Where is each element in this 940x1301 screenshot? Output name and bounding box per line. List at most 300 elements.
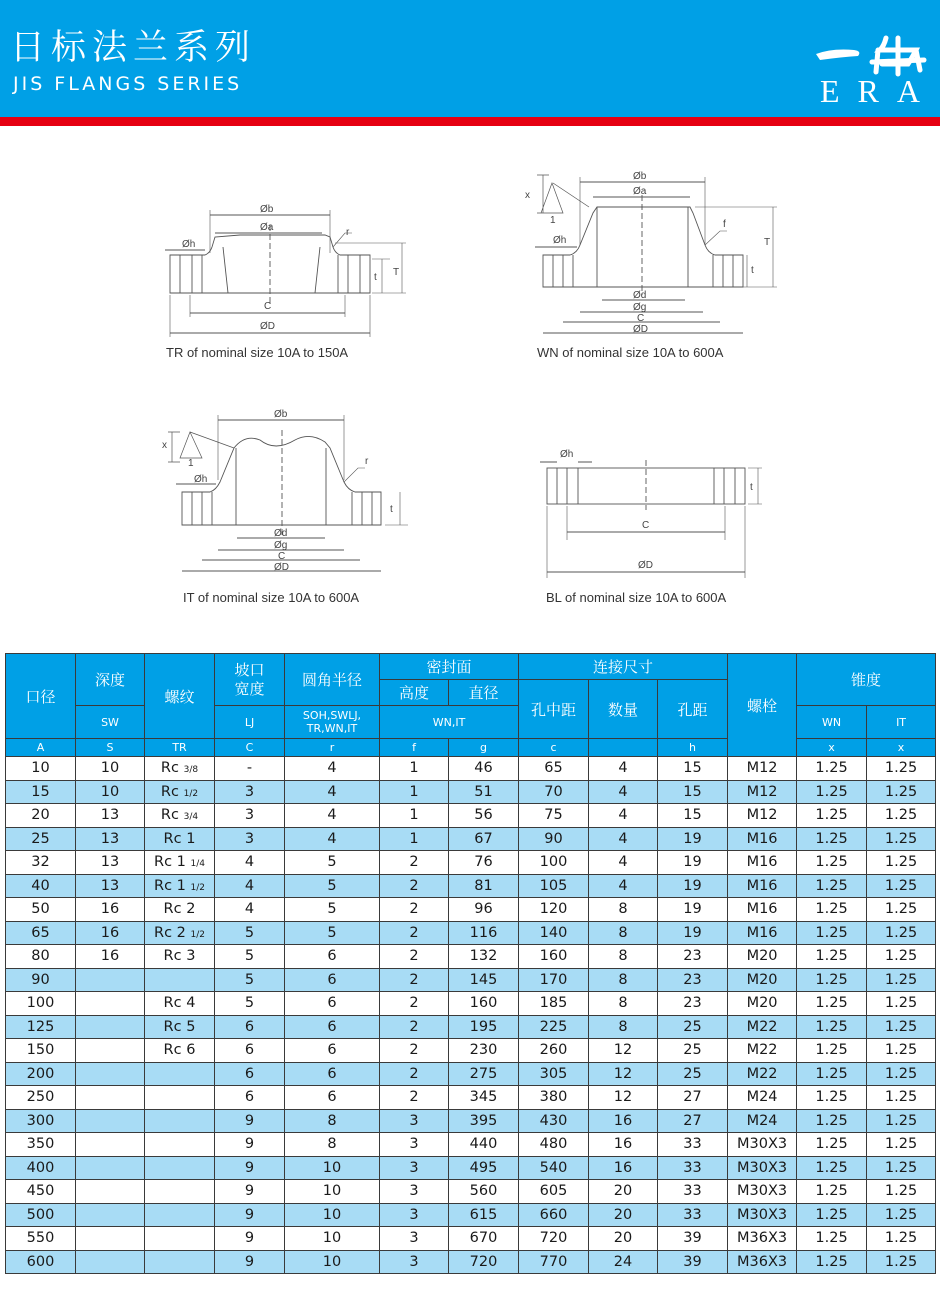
cell: 1.25: [867, 1203, 936, 1227]
cell: 27: [658, 1109, 728, 1133]
cell-thread: [145, 1250, 215, 1274]
cell: 9: [215, 1109, 285, 1133]
cell: 4: [215, 851, 285, 875]
label-D: ØD: [274, 562, 289, 573]
cell-thread: [145, 1015, 215, 1039]
cell: 1.25: [867, 874, 936, 898]
cell: 16: [589, 1109, 658, 1133]
cell: 6: [285, 1086, 380, 1110]
label-r: r: [365, 456, 369, 467]
thread-main: Rc 5: [163, 1018, 196, 1035]
col-radius-sub: [285, 706, 380, 739]
cell: 5: [285, 874, 380, 898]
cell: 160: [449, 992, 519, 1016]
cell: 100: [519, 851, 589, 875]
table-row: [6, 1086, 936, 1110]
cell: 23: [658, 992, 728, 1016]
cell: 12: [589, 1086, 658, 1110]
cell: 70: [519, 780, 589, 804]
caption-bl: BL of nominal size 10A to 600A: [546, 590, 727, 605]
cell: 15: [658, 804, 728, 828]
thread-fraction: 1/4: [190, 859, 205, 870]
col-seal: 密封面: [380, 654, 519, 680]
cell: 2: [380, 921, 449, 945]
col-hole: 孔距: [658, 680, 728, 739]
table-row: [6, 968, 936, 992]
cell: 1.25: [797, 898, 867, 922]
cell-thread: [145, 757, 215, 781]
cell: 75: [519, 804, 589, 828]
cell: 20: [6, 804, 76, 828]
cell: 9: [215, 1227, 285, 1251]
cell: 1.25: [867, 1015, 936, 1039]
cell: 670: [449, 1227, 519, 1251]
cell: 1.25: [867, 898, 936, 922]
cell: 3: [215, 827, 285, 851]
cell: 20: [589, 1180, 658, 1204]
cell: 2: [380, 1015, 449, 1039]
cell: M12: [728, 804, 797, 828]
cell: 10: [6, 757, 76, 781]
col-bevel-sub: LJ: [215, 706, 285, 739]
cell: 8: [285, 1133, 380, 1157]
cell: 1.25: [797, 804, 867, 828]
cell: 16: [76, 945, 145, 969]
label-a: Øa: [633, 186, 647, 197]
symbol-cell: x: [867, 739, 936, 757]
label-h: Øh: [560, 449, 574, 460]
page-title-en: JIS FLANGS SERIES: [13, 73, 243, 95]
cell: M24: [728, 1109, 797, 1133]
label-x: x: [525, 190, 530, 201]
col-bevel-l2: 宽度: [234, 679, 265, 698]
cell: 25: [658, 1015, 728, 1039]
cell-thread: [145, 851, 215, 875]
cell: 24: [589, 1250, 658, 1274]
cell: 8: [285, 1109, 380, 1133]
cell: 5: [285, 851, 380, 875]
cell: 8: [589, 945, 658, 969]
col-seal-sub: WN,IT: [380, 706, 519, 739]
cell: 56: [449, 804, 519, 828]
thread-main: Rc: [160, 783, 179, 800]
cell: 15: [658, 780, 728, 804]
header-red-stripe: [0, 117, 940, 126]
col-pcd: 孔中距: [519, 680, 589, 739]
cell: 1.25: [867, 968, 936, 992]
label-h: Øh: [194, 474, 208, 485]
diagram-it: [150, 400, 420, 585]
cell: 10: [285, 1250, 380, 1274]
cell: 16: [589, 1133, 658, 1157]
cell: 12: [589, 1062, 658, 1086]
thread-main: Rc 3: [163, 948, 196, 965]
cell: 2: [380, 1039, 449, 1063]
cell: 1.25: [797, 874, 867, 898]
cell-thread: [145, 804, 215, 828]
cell: 16: [76, 898, 145, 922]
cell: 195: [449, 1015, 519, 1039]
cell: 1.25: [797, 757, 867, 781]
symbol-cell: C: [215, 739, 285, 757]
label-C: C: [642, 520, 650, 531]
cell: 19: [658, 898, 728, 922]
cell: 15: [658, 757, 728, 781]
symbol-cell: TR: [145, 739, 215, 757]
cell: 4: [589, 780, 658, 804]
thread-main: Rc 6: [163, 1042, 196, 1059]
table-row: [6, 1039, 936, 1063]
cell: 200: [6, 1062, 76, 1086]
cell-thread: [145, 921, 215, 945]
symbol-cell: A: [6, 739, 76, 757]
thread-fraction: 3/8: [183, 765, 199, 776]
cell: 1.25: [797, 968, 867, 992]
cell-thread: [145, 780, 215, 804]
cell: 27: [658, 1086, 728, 1110]
cell: 2: [380, 968, 449, 992]
cell: 10: [285, 1156, 380, 1180]
cell-thread: [145, 1109, 215, 1133]
cell-thread: [145, 1062, 215, 1086]
cell: 25: [6, 827, 76, 851]
cell: 5: [285, 921, 380, 945]
cell: 1.25: [867, 1227, 936, 1251]
cell: 3: [380, 1156, 449, 1180]
cell: 4: [285, 804, 380, 828]
cell: 1.25: [797, 780, 867, 804]
cell: 3: [380, 1180, 449, 1204]
cell: 25: [658, 1062, 728, 1086]
label-r: r: [346, 227, 350, 238]
cell: 1.25: [867, 1086, 936, 1110]
cell: 6: [285, 1039, 380, 1063]
cell: 250: [6, 1086, 76, 1110]
cell: 4: [215, 874, 285, 898]
page-title-cn: 日标法兰系列: [10, 28, 257, 68]
cell: 145: [449, 968, 519, 992]
cell: [76, 992, 145, 1016]
cell-thread: [145, 874, 215, 898]
cell: 6: [215, 1062, 285, 1086]
label-x: x: [162, 440, 167, 451]
cell: 10: [76, 780, 145, 804]
table-row: [6, 1133, 936, 1157]
cell: 440: [449, 1133, 519, 1157]
cell: 1.25: [867, 804, 936, 828]
cell: 1.25: [797, 1180, 867, 1204]
col-taper-wn: WN: [797, 706, 867, 739]
cell: 96: [449, 898, 519, 922]
cell: 1.25: [867, 992, 936, 1016]
cell: [76, 1203, 145, 1227]
label-T: T: [764, 237, 771, 248]
cell: 50: [6, 898, 76, 922]
cell-thread: [145, 1086, 215, 1110]
cell-thread: [145, 1180, 215, 1204]
cell: 6: [285, 992, 380, 1016]
cell: 4: [285, 780, 380, 804]
cell: 2: [380, 874, 449, 898]
cell: 25: [658, 1039, 728, 1063]
cell: 132: [449, 945, 519, 969]
table-row: [6, 945, 936, 969]
thread-main: Rc 1: [154, 854, 186, 871]
cell: 1.25: [867, 1039, 936, 1063]
cell: 5: [285, 898, 380, 922]
cell: 1.25: [867, 827, 936, 851]
cell: 19: [658, 851, 728, 875]
cell: 116: [449, 921, 519, 945]
cell: 8: [589, 1015, 658, 1039]
thread-main: Rc 1: [163, 830, 196, 847]
cell: 3: [380, 1227, 449, 1251]
logo-text: ERA: [820, 73, 938, 109]
cell: 3: [380, 1133, 449, 1157]
thread-fraction: 3/4: [183, 812, 199, 823]
cell: 120: [519, 898, 589, 922]
cell: 615: [449, 1203, 519, 1227]
thread-main: Rc 2: [154, 924, 186, 941]
cell: [76, 1109, 145, 1133]
thread-main: Rc 2: [163, 901, 196, 918]
cell: 185: [519, 992, 589, 1016]
cell: 32: [6, 851, 76, 875]
cell: 1: [380, 804, 449, 828]
cell: 90: [519, 827, 589, 851]
symbol-cell: x: [797, 739, 867, 757]
cell: [76, 1250, 145, 1274]
diagram-wn: [515, 165, 785, 345]
cell: 720: [519, 1227, 589, 1251]
cell: 1.25: [797, 1203, 867, 1227]
cell: 140: [519, 921, 589, 945]
label-a: Øa: [260, 222, 274, 233]
cell: 10: [285, 1227, 380, 1251]
cell: 76: [449, 851, 519, 875]
cell: 6: [215, 1039, 285, 1063]
cell: 1: [380, 757, 449, 781]
cell: 105: [519, 874, 589, 898]
label-T: T: [393, 267, 400, 278]
cell: 90: [6, 968, 76, 992]
table-row: [6, 827, 936, 851]
thread-main: Rc 1: [154, 877, 186, 894]
cell: 8: [589, 968, 658, 992]
cell: 3: [380, 1109, 449, 1133]
cell: 39: [658, 1227, 728, 1251]
cell: 3: [380, 1203, 449, 1227]
cell: 1.25: [867, 945, 936, 969]
col-bevel: [215, 654, 285, 706]
cell: 5: [215, 921, 285, 945]
table-row: [6, 1156, 936, 1180]
table-row: [6, 1203, 936, 1227]
cell-thread: [145, 945, 215, 969]
table-row: [6, 757, 936, 781]
cell: 2: [380, 1062, 449, 1086]
cell: 1.25: [797, 921, 867, 945]
cell: 1.25: [797, 945, 867, 969]
cell: 6: [285, 968, 380, 992]
cell: 400: [6, 1156, 76, 1180]
col-nominal: 口径: [6, 654, 76, 739]
table-row: [6, 898, 936, 922]
diagram-bl: [530, 440, 770, 590]
cell: 1.25: [797, 1133, 867, 1157]
cell: 125: [6, 1015, 76, 1039]
thread-fraction: 1/2: [183, 788, 199, 799]
cell: M16: [728, 921, 797, 945]
cell: 13: [76, 827, 145, 851]
cell: 1.25: [797, 1156, 867, 1180]
caption-wn: WN of nominal size 10A to 600A: [537, 345, 724, 360]
cell: M20: [728, 968, 797, 992]
cell: 8: [589, 898, 658, 922]
cell-thread: [145, 1156, 215, 1180]
cell-thread: [145, 1227, 215, 1251]
cell: 9: [215, 1156, 285, 1180]
cell: M30X3: [728, 1156, 797, 1180]
cell: 720: [449, 1250, 519, 1274]
cell-thread: [145, 1203, 215, 1227]
label-f: f: [723, 219, 726, 230]
cell: 33: [658, 1133, 728, 1157]
cell: [76, 1086, 145, 1110]
cell: 495: [449, 1156, 519, 1180]
col-bevel-l1: 坡口: [234, 660, 265, 679]
table-row: [6, 921, 936, 945]
thread-main: Rc 4: [163, 995, 196, 1012]
label-1: 1: [550, 215, 556, 226]
cell-thread: [145, 898, 215, 922]
cell: M30X3: [728, 1203, 797, 1227]
label-h: Øh: [553, 235, 567, 246]
col-radius-sub-l2: TR,WN,IT: [306, 722, 358, 735]
cell: 1.25: [797, 1227, 867, 1251]
symbol-cell: S: [76, 739, 145, 757]
label-C: C: [264, 301, 272, 312]
cell: 430: [519, 1109, 589, 1133]
cell: 450: [6, 1180, 76, 1204]
cell: 4: [285, 757, 380, 781]
cell: 13: [76, 804, 145, 828]
cell: 19: [658, 874, 728, 898]
cell: 3: [215, 804, 285, 828]
cell: 4: [589, 757, 658, 781]
cell: 5: [215, 992, 285, 1016]
label-g: Øg: [274, 540, 288, 551]
cell: 395: [449, 1109, 519, 1133]
label-t: t: [374, 272, 377, 283]
cell: 39: [658, 1250, 728, 1274]
cell: M22: [728, 1062, 797, 1086]
cell: M12: [728, 757, 797, 781]
cell: 80: [6, 945, 76, 969]
symbol-cell: c: [519, 739, 589, 757]
label-D: ØD: [633, 324, 648, 335]
cell: 160: [519, 945, 589, 969]
cell: 1.25: [797, 1015, 867, 1039]
col-thread: 螺纹: [145, 654, 215, 739]
cell: 19: [658, 921, 728, 945]
cell: 225: [519, 1015, 589, 1039]
cell: 1.25: [867, 1109, 936, 1133]
cell: M16: [728, 851, 797, 875]
label-t: t: [751, 265, 754, 276]
cell: 1: [380, 827, 449, 851]
cell: 20: [589, 1203, 658, 1227]
cell: 1.25: [867, 921, 936, 945]
cell: 4: [589, 874, 658, 898]
cell: 51: [449, 780, 519, 804]
cell: 1.25: [867, 1156, 936, 1180]
diagram-tr: [150, 195, 410, 345]
cell: 10: [285, 1203, 380, 1227]
cell: 1.25: [867, 1250, 936, 1274]
cell: M30X3: [728, 1133, 797, 1157]
thread-main: Rc: [160, 760, 179, 777]
cell: M20: [728, 992, 797, 1016]
cell: 4: [215, 898, 285, 922]
cell-thread: [145, 1039, 215, 1063]
table-row: [6, 1250, 936, 1274]
symbol-cell: r: [285, 739, 380, 757]
col-seal-height: 高度: [380, 680, 449, 706]
cell: 2: [380, 1086, 449, 1110]
cell: 5: [215, 945, 285, 969]
cell: 4: [285, 827, 380, 851]
label-1: 1: [188, 458, 194, 469]
cell: 770: [519, 1250, 589, 1274]
cell: 19: [658, 827, 728, 851]
cell: 480: [519, 1133, 589, 1157]
cell: 8: [589, 921, 658, 945]
thread-fraction: 1/2: [190, 882, 205, 893]
cell: 6: [285, 1062, 380, 1086]
label-g: Øg: [633, 302, 647, 313]
label-C: C: [278, 551, 286, 562]
cell: 9: [215, 1133, 285, 1157]
col-seal-diameter: 直径: [449, 680, 519, 706]
cell: 5: [215, 968, 285, 992]
cell: 15: [6, 780, 76, 804]
cell: 1.25: [867, 1133, 936, 1157]
label-t: t: [750, 482, 753, 493]
jis-flange-spec-table: [5, 653, 936, 1274]
cell: 540: [519, 1156, 589, 1180]
cell: 23: [658, 968, 728, 992]
col-radius: 圆角半径: [285, 654, 380, 706]
col-qty: 数量: [589, 680, 658, 739]
table-row: [6, 851, 936, 875]
cell-thread: [145, 968, 215, 992]
label-h: Øh: [182, 239, 196, 250]
cell: 4: [589, 804, 658, 828]
label-b: Øb: [274, 409, 288, 420]
cell: 2: [380, 945, 449, 969]
cell: 500: [6, 1203, 76, 1227]
cell: 9: [215, 1180, 285, 1204]
cell: [76, 1156, 145, 1180]
cell: 23: [658, 945, 728, 969]
label-b: Øb: [260, 204, 274, 215]
cell: 81: [449, 874, 519, 898]
cell: 560: [449, 1180, 519, 1204]
cell: [76, 1180, 145, 1204]
table-row: [6, 804, 936, 828]
cell: 4: [589, 827, 658, 851]
